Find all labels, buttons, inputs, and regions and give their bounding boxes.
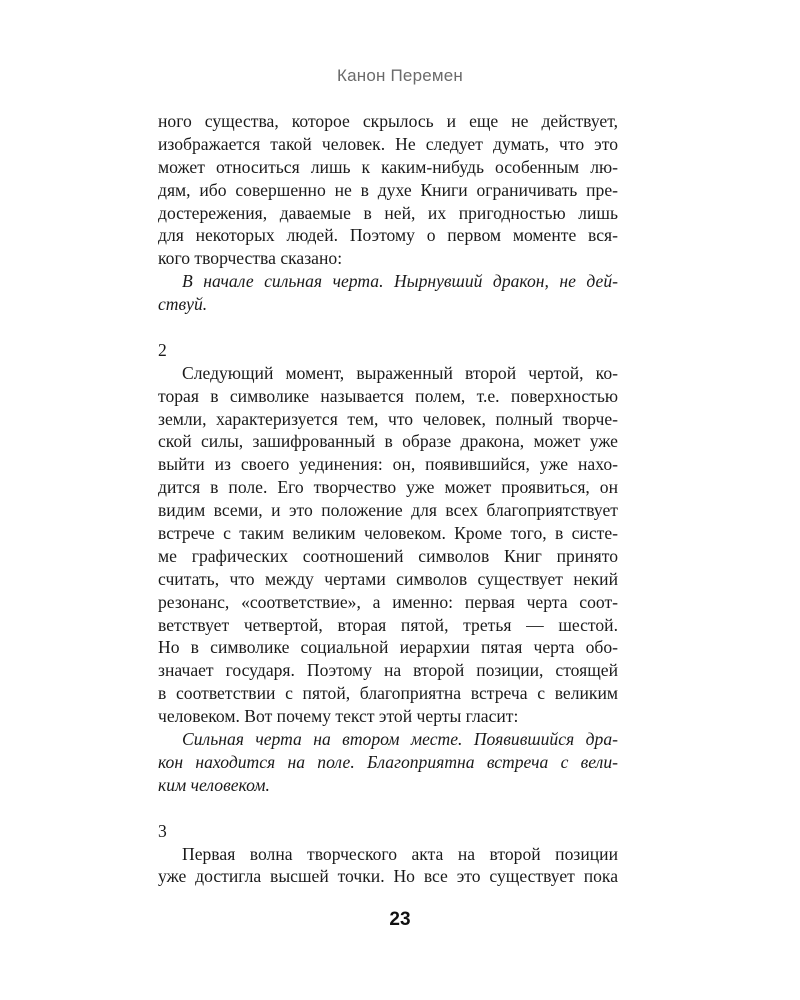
text-line: ской силы, зашифрованный в образе дракона, может уже bbox=[158, 431, 618, 452]
text-line: выйти из своего уединения: он, появившийся, уже нахо- bbox=[158, 454, 618, 475]
text-line: ного существа, которое скрылось и еще не действует, bbox=[158, 111, 618, 131]
text-line: в соответствии с пятой, благоприятна встреча с великим bbox=[158, 683, 618, 704]
text-line: считать, что между чертами символов существует некий bbox=[158, 568, 618, 589]
quote-line: кон находится на поле. Благоприятна встреча с вели- bbox=[158, 751, 618, 772]
page-number: 23 bbox=[389, 909, 411, 930]
text-line: Следующий момент, выраженный второй чертой, ко- bbox=[182, 362, 618, 383]
text-line: Но в символике социальной иерархии пятая черта обо- bbox=[158, 637, 618, 658]
text-line: дям, ибо совершенно не в духе Книги ограничивать пре- bbox=[158, 179, 618, 200]
text-line: Первая волна творческого акта на второй позиции bbox=[182, 843, 618, 864]
quote-line: ствуй. bbox=[158, 294, 208, 315]
text-line: дится в поле. Его творчество уже может проявиться, он bbox=[158, 477, 618, 498]
section-spacer bbox=[158, 316, 618, 339]
text-line: торая в символике называется полем, т.е. поверхностью bbox=[158, 385, 618, 406]
text-line: земли, характеризуется тем, что человек, полный творче- bbox=[158, 408, 618, 429]
text-line: встрече с таким великим человеком. Кроме того, в систе- bbox=[158, 523, 618, 544]
text-line: уже достигла высшей точки. Но все это существует пока bbox=[158, 866, 618, 887]
text-line: ме графических соотношений символов Книг принято bbox=[158, 545, 618, 566]
quote-line: В начале сильная черта. Нырнувший дракон, не дей- bbox=[182, 271, 618, 292]
section-spacer bbox=[158, 797, 618, 820]
section-number: 2 bbox=[158, 339, 167, 360]
text-line: может относиться лишь к каким-нибудь особенным лю- bbox=[158, 156, 618, 177]
text-line: кого творчества сказано: bbox=[158, 248, 343, 269]
text-line: изображается такой человек. Не следует думать, что это bbox=[158, 133, 618, 154]
text-line: для некоторых людей. Поэтому о первом моменте вся- bbox=[158, 225, 618, 246]
running-head: Канон Перемен bbox=[336, 66, 464, 85]
text-line: резонанс, «соответствие», а именно: первая черта соот- bbox=[158, 591, 618, 612]
quote-line: Сильная черта на втором месте. Появившийся дра- bbox=[182, 729, 618, 750]
quote-line: ким человеком. bbox=[158, 774, 270, 795]
section-number: 3 bbox=[158, 820, 167, 841]
text-line: значает государя. Поэтому на второй позиции, стоящей bbox=[158, 660, 618, 681]
text-line: человеком. Вот почему текст этой черты гласит: bbox=[158, 706, 519, 727]
text-line: достережения, даваемые в ней, их пригодностью лишь bbox=[158, 202, 618, 223]
text-line: видим всеми, и это положение для всех благоприятствует bbox=[158, 500, 618, 521]
page-body bbox=[158, 110, 618, 888]
text-line: ветствует четвертой, вторая пятой, третья — шестой. bbox=[158, 614, 618, 635]
